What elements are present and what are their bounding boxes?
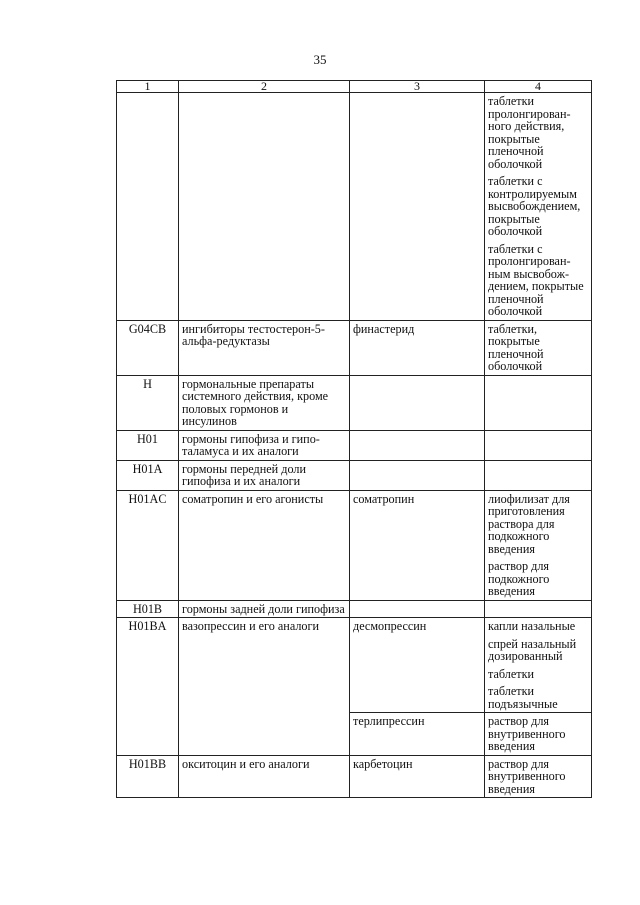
dosage-forms-cell [485,430,592,460]
column-header: 2 [179,81,350,93]
atc-code-cell: H01AC [117,490,179,600]
drug-name-cell [350,600,485,618]
dosage-forms-cell [485,375,592,430]
drug-name-cell: карбетоцин [350,755,485,798]
atc-group-cell [179,93,350,321]
column-header: 1 [117,81,179,93]
atc-code-cell: G04CB [117,320,179,375]
column-header: 4 [485,81,592,93]
drug-name-cell [350,93,485,321]
atc-group-cell: гормональные препараты системного действия, кроме половых гормонов и инсулинов [179,375,350,430]
dosage-form-item: таблетки с контролируемым высвобождением, покрытые оболочкой [488,174,581,238]
table-row [117,618,592,713]
dosage-forms-cell [485,490,592,600]
atc-code-cell [117,93,179,321]
dosage-form-item: таблетки пролонгирован-ного действия, покрытые пленочной оболочкой [488,94,571,171]
dosage-form-item: капли назальные [488,619,576,633]
atc-code-cell: H01 [117,430,179,460]
atc-code-cell: H01A [117,460,179,490]
atc-group-cell: гормоны гипофиза и гипо-таламуса и их аналоги [179,430,350,460]
table-row [117,375,592,430]
table-row [117,93,592,321]
atc-group-cell: соматропин и его агонисты [179,490,350,600]
dosage-form-item: таблетки, покрытые пленочной оболочкой [488,321,544,373]
drug-name-cell: финастерид [350,320,485,375]
drug-name-cell [350,460,485,490]
dosage-forms-cell [485,600,592,618]
dosage-form-item: раствор для внутривенного введения [488,756,566,796]
atc-code-cell: H [117,375,179,430]
dosage-form-item: спрей назальный дозированный [488,636,577,663]
table-row [117,490,592,600]
dosage-forms-cell [485,460,592,490]
dosage-form-item: раствор для подкожного введения [488,559,550,598]
atc-group-cell: окситоцин и его аналоги [179,755,350,798]
table-row [117,600,592,618]
atc-code-cell: H01B [117,600,179,618]
header-row [117,81,592,93]
dosage-form-item: таблетки подъязычные [488,684,558,711]
atc-group-cell: вазопрессин и его аналоги [179,618,350,756]
table-row [117,460,592,490]
dosage-forms-cell [485,320,592,375]
atc-code-cell: H01BB [117,755,179,798]
drug-name-cell: соматропин [350,490,485,600]
atc-code-cell: H01BA [117,618,179,756]
dosage-form-item: раствор для внутривенного введения [488,714,566,753]
table-row [117,430,592,460]
dosage-forms-cell [485,618,592,713]
dosage-forms-cell [485,755,592,798]
drug-name-cell: десмопрессин [350,618,485,713]
dosage-form-item: лиофилизат для приготовления раствора для подкожного введения [488,491,570,556]
drug-name-cell: терлипрессин [350,713,485,756]
atc-group-cell: ингибиторы тестостерон-5-альфа-редуктазы [179,320,350,375]
table-row [117,755,592,798]
atc-group-cell: гормоны задней доли гипофиза [179,600,350,618]
drug-name-cell [350,375,485,430]
drug-name-cell [350,430,485,460]
column-header: 3 [350,81,485,93]
table-row [117,320,592,375]
dosage-forms-cell [485,713,592,756]
dosage-forms-cell [485,93,592,321]
dosage-form-item: таблетки с пролонгирован-ным высвобож-дением, покрытые пленочной оболочкой [488,241,584,318]
dosage-form-item: таблетки [488,666,535,681]
drug-table [116,80,592,798]
page-number: 35 [313,52,327,67]
atc-group-cell: гормоны передней доли гипофиза и их аналоги [179,460,350,490]
